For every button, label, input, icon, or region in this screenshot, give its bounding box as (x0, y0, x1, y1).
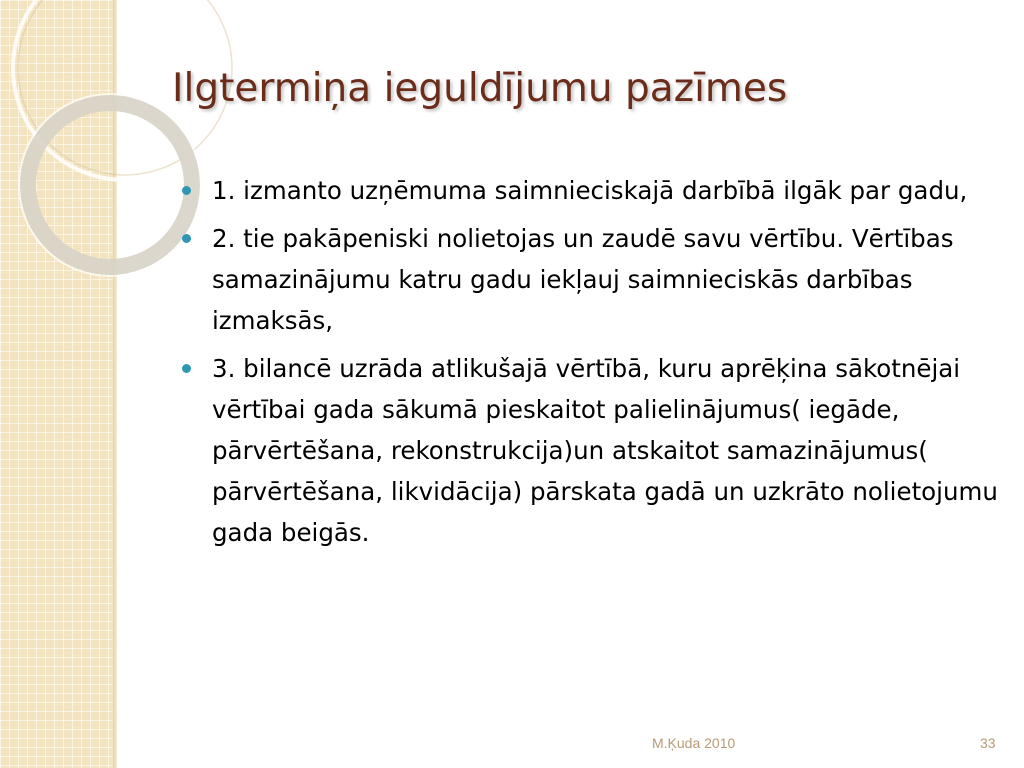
bullet-text: 3. bilancē uzrāda atlikušajā vērtībā, kuru aprēķina sākotnējai vērtībai gada sākumā pieskaitot palielinājumus( iegāde, pārvērtēšana, rekonstrukcija)un atskaitot samazinājumus( pārvērtēšana, likvidācija) pārskata gadā un uzkrāto nolietojumu gada beigās. (212, 354, 998, 547)
bullet-text: 1. izmanto uzņēmuma saimnieciskajā darbībā ilgāk par gadu, (212, 176, 968, 205)
decorative-sidebar-band (0, 0, 113, 768)
bullet-dot-icon (182, 364, 191, 373)
bullet-list (180, 170, 1000, 560)
page-number: 33 (980, 735, 996, 751)
list-item (180, 170, 1000, 211)
footer-author: M.Ķuda 2010 (652, 735, 736, 751)
list-item (180, 348, 1000, 553)
bullet-text: 2. tie pakāpeniski nolietojas un zaudē savu vērtību. Vērtības samazinājumu katru gadu iekļauj saimnieciskās darbības izmaksās, (212, 224, 954, 335)
sidebar-band-edge (113, 0, 117, 768)
list-item (180, 218, 1000, 341)
bullet-dot-icon (182, 234, 191, 243)
slide-title: Ilgtermiņa ieguldījumu pazīmes (172, 66, 788, 111)
bullet-dot-icon (182, 186, 191, 195)
